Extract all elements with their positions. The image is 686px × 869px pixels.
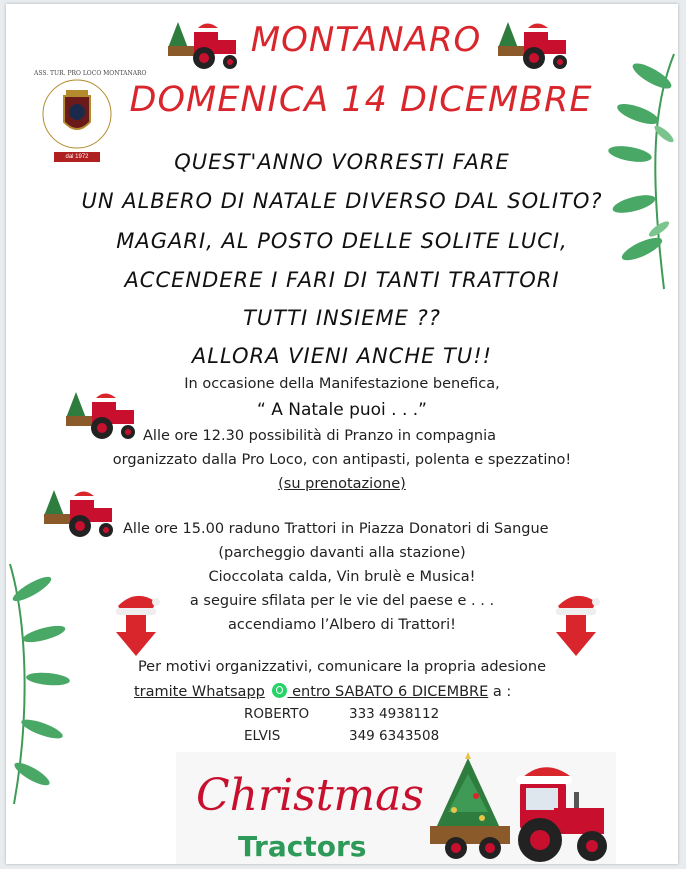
event-intro: In occasione della Manifestazione benefica,: [184, 376, 500, 392]
question-line: UN ALBERO DI NATALE DIVERSO DAL SOLITO?: [81, 189, 603, 213]
event-name: “ A Natale puoi . . .”: [257, 400, 427, 420]
tractor-with-tree-icon: [424, 752, 614, 864]
rally-line: (parcheggio davanti alla stazione): [218, 545, 466, 561]
flyer-page: [6, 4, 678, 864]
question-line: ACCENDERE I FARI DI TANTI TRATTORI: [124, 268, 560, 292]
town-title: MONTANARO: [250, 20, 482, 60]
logo-ring-text: ASS. TUR. PRO LOCO MONTANARO: [34, 70, 147, 77]
question-line: ALLORA VIENI ANCHE TU!!: [191, 344, 493, 368]
rally-line: a seguire sfilata per le vie del paese e . . .: [189, 593, 495, 609]
contact-whatsapp-line: [134, 683, 511, 700]
contact-name: ELVIS: [244, 728, 281, 744]
christmas-tractor-icon: [42, 486, 120, 542]
logo-script-word: Christmas: [196, 770, 424, 821]
santa-hat-arrow-down-icon: [112, 588, 162, 658]
lunch-line: Alle ore 12.30 possibilità di Pranzo in compagnia: [143, 428, 497, 444]
whatsapp-icon: [272, 683, 287, 698]
contact-phone: 349 6343508: [349, 728, 440, 744]
rally-line: Cioccolata calda, Vin brulè e Musica!: [208, 569, 476, 585]
contact-colon: a :: [488, 684, 512, 700]
deadline-text: entro SABATO 6 DICEMBRE: [287, 684, 489, 700]
question-line: MAGARI, AL POSTO DELLE SOLITE LUCI,: [116, 229, 568, 253]
lunch-line: organizzato dalla Pro Loco, con antipasti, polenta e spezzatino!: [112, 452, 572, 468]
christmas-tractor-icon: [496, 18, 574, 74]
christmas-tractor-icon: [166, 18, 244, 74]
contact-name: ROBERTO: [244, 706, 310, 722]
christmas-tractor-icon: [64, 388, 142, 444]
logo-main-word: Tractors: [238, 830, 367, 863]
event-date-title: DOMENICA 14 DICEMBRE: [129, 80, 593, 120]
santa-hat-arrow-down-icon: [552, 588, 602, 658]
contact-instructions: Per motivi organizzativi, comunicare la propria adesione: [137, 659, 547, 675]
rally-line: Alle ore 15.00 raduno Trattori in Piazza Donatori di Sangue: [123, 521, 549, 537]
christmas-tractors-logo: [176, 752, 616, 864]
question-line: TUTTI INSIEME ??: [243, 306, 441, 330]
lunch-booking-note: (su prenotazione): [278, 476, 406, 492]
logo-ribbon-text: dal 1972: [65, 154, 89, 160]
rally-line: accendiamo l’Albero di Trattori!: [228, 617, 456, 633]
question-line: QUEST'ANNO VORRESTI FARE: [174, 150, 510, 174]
whatsapp-label: tramite Whatsapp: [134, 684, 265, 700]
contact-phone: 333 4938112: [349, 706, 440, 722]
